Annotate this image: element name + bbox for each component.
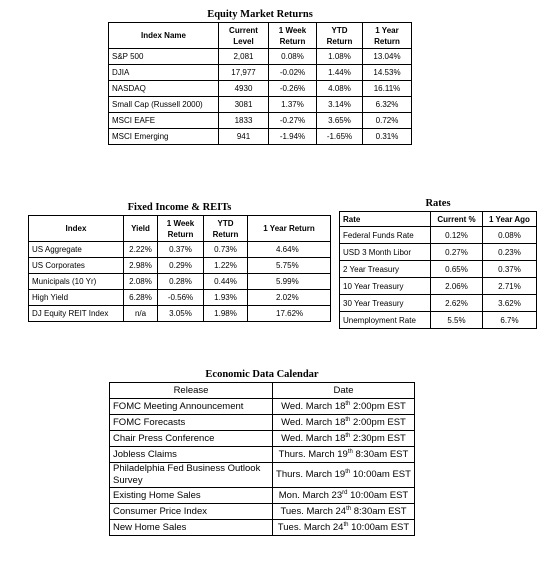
year-ago-rate-cell: 2.71% — [483, 278, 537, 295]
column-header: 1 Year Ago — [483, 212, 537, 227]
one-year-return-cell: 2.02% — [248, 290, 331, 306]
year-ago-rate-cell: 6.7% — [483, 312, 537, 329]
column-header: Yield — [124, 216, 158, 242]
index-cell: US Corporates — [29, 258, 124, 274]
table-row — [340, 312, 537, 329]
one-week-return-cell: 3.05% — [158, 306, 204, 322]
index-name-cell: Small Cap (Russell 2000) — [109, 97, 219, 113]
table-row — [110, 463, 415, 488]
column-header: 1 Year Return — [363, 23, 412, 49]
current-level-cell: 3081 — [219, 97, 269, 113]
table-row — [340, 227, 537, 244]
table-row — [29, 258, 331, 274]
table-row — [110, 447, 415, 463]
column-header: YTD Return — [317, 23, 363, 49]
table-row — [340, 295, 537, 312]
fixed-income-table — [28, 215, 331, 322]
one-week-return-cell: -0.27% — [269, 113, 317, 129]
ytd-return-cell: 1.44% — [317, 65, 363, 81]
one-year-return-cell: 16.11% — [363, 81, 412, 97]
release-cell: FOMC Forecasts — [110, 415, 273, 431]
yield-cell: 2.98% — [124, 258, 158, 274]
index-cell: Municipals (10 Yr) — [29, 274, 124, 290]
column-header: Index — [29, 216, 124, 242]
one-week-return-cell: -1.94% — [269, 129, 317, 145]
table-row — [340, 244, 537, 261]
one-year-return-cell: 0.72% — [363, 113, 412, 129]
ytd-return-cell: 1.22% — [204, 258, 248, 274]
one-year-return-cell: 0.31% — [363, 129, 412, 145]
yield-cell: 6.28% — [124, 290, 158, 306]
equity-returns-table — [108, 22, 412, 145]
index-name-cell: DJIA — [109, 65, 219, 81]
date-cell: Thurs. March 19th 10:00am EST — [273, 463, 415, 488]
one-week-return-cell: 0.29% — [158, 258, 204, 274]
equity-returns-title: Equity Market Returns — [207, 9, 313, 20]
table-row — [109, 97, 412, 113]
release-cell: New Home Sales — [110, 520, 273, 536]
current-rate-cell: 2.06% — [431, 278, 483, 295]
rate-name-cell: 10 Year Treasury — [340, 278, 431, 295]
rate-name-cell: 30 Year Treasury — [340, 295, 431, 312]
one-week-return-cell: 1.37% — [269, 97, 317, 113]
one-week-return-cell: -0.56% — [158, 290, 204, 306]
index-name-cell: S&P 500 — [109, 49, 219, 65]
rates-section — [339, 198, 537, 329]
release-cell: Consumer Price Index — [110, 504, 273, 520]
table-row — [340, 261, 537, 278]
date-cell: Mon. March 23rd 10:00am EST — [273, 488, 415, 504]
current-rate-cell: 5.5% — [431, 312, 483, 329]
yield-cell: 2.22% — [124, 242, 158, 258]
rates-table — [339, 211, 537, 329]
year-ago-rate-cell: 0.08% — [483, 227, 537, 244]
one-year-return-cell: 6.32% — [363, 97, 412, 113]
release-cell: Philadelphia Fed Business Outlook Survey — [110, 463, 273, 488]
ytd-return-cell: 1.93% — [204, 290, 248, 306]
index-name-cell: MSCI Emerging — [109, 129, 219, 145]
current-rate-cell: 0.27% — [431, 244, 483, 261]
current-rate-cell: 0.12% — [431, 227, 483, 244]
table-row — [110, 520, 415, 536]
ytd-return-cell: 3.14% — [317, 97, 363, 113]
current-rate-cell: 0.65% — [431, 261, 483, 278]
current-level-cell: 941 — [219, 129, 269, 145]
column-header: Date — [273, 383, 415, 399]
one-year-return-cell: 14.53% — [363, 65, 412, 81]
current-rate-cell: 2.62% — [431, 295, 483, 312]
one-week-return-cell: 0.08% — [269, 49, 317, 65]
economic-calendar-section — [109, 369, 415, 536]
index-cell: US Aggregate — [29, 242, 124, 258]
one-year-return-cell: 17.62% — [248, 306, 331, 322]
economic-calendar-table — [109, 382, 415, 536]
current-level-cell: 1833 — [219, 113, 269, 129]
date-cell: Wed. March 18th 2:00pm EST — [273, 415, 415, 431]
year-ago-rate-cell: 3.62% — [483, 295, 537, 312]
column-header: 1 Week Return — [269, 23, 317, 49]
rate-name-cell: USD 3 Month Libor — [340, 244, 431, 261]
column-header: Release — [110, 383, 273, 399]
ytd-return-cell: 0.44% — [204, 274, 248, 290]
year-ago-rate-cell: 0.37% — [483, 261, 537, 278]
table-row — [29, 306, 331, 322]
table-row — [109, 113, 412, 129]
index-cell: DJ Equity REIT Index — [29, 306, 124, 322]
fixed-income-title: Fixed Income & REITs — [127, 202, 232, 213]
date-cell: Tues. March 24th 10:00am EST — [273, 520, 415, 536]
table-row — [109, 129, 412, 145]
table-row — [110, 504, 415, 520]
release-cell: FOMC Meeting Announcement — [110, 399, 273, 415]
economic-calendar-title: Economic Data Calendar — [205, 369, 319, 380]
date-cell: Tues. March 24th 8:30am EST — [273, 504, 415, 520]
column-header: 1 Week Return — [158, 216, 204, 242]
column-header: Current % — [431, 212, 483, 227]
one-year-return-cell: 13.04% — [363, 49, 412, 65]
ytd-return-cell: 4.08% — [317, 81, 363, 97]
one-year-return-cell: 5.75% — [248, 258, 331, 274]
ytd-return-cell: 3.65% — [317, 113, 363, 129]
table-row — [340, 278, 537, 295]
equity-returns-section — [108, 9, 412, 145]
table-row — [29, 274, 331, 290]
ytd-return-cell: 0.73% — [204, 242, 248, 258]
one-year-return-cell: 5.99% — [248, 274, 331, 290]
table-row — [110, 488, 415, 504]
year-ago-rate-cell: 0.23% — [483, 244, 537, 261]
rates-title: Rates — [425, 198, 451, 209]
release-cell: Chair Press Conference — [110, 431, 273, 447]
date-cell: Wed. March 18th 2:30pm EST — [273, 431, 415, 447]
yield-cell: 2.08% — [124, 274, 158, 290]
column-header: 1 Year Return — [248, 216, 331, 242]
table-row — [109, 65, 412, 81]
table-row — [110, 431, 415, 447]
date-cell: Thurs. March 19th 8:30am EST — [273, 447, 415, 463]
index-name-cell: MSCI EAFE — [109, 113, 219, 129]
ytd-return-cell: -1.65% — [317, 129, 363, 145]
column-header: Rate — [340, 212, 431, 227]
table-row — [29, 290, 331, 306]
table-row — [29, 242, 331, 258]
current-level-cell: 4930 — [219, 81, 269, 97]
table-row — [110, 399, 415, 415]
one-week-return-cell: 0.37% — [158, 242, 204, 258]
column-header: Current Level — [219, 23, 269, 49]
index-name-cell: NASDAQ — [109, 81, 219, 97]
column-header: YTD Return — [204, 216, 248, 242]
table-row — [110, 415, 415, 431]
rate-name-cell: Unemployment Rate — [340, 312, 431, 329]
one-week-return-cell: -0.02% — [269, 65, 317, 81]
current-level-cell: 17,977 — [219, 65, 269, 81]
current-level-cell: 2,081 — [219, 49, 269, 65]
one-year-return-cell: 4.64% — [248, 242, 331, 258]
rate-name-cell: Federal Funds Rate — [340, 227, 431, 244]
rate-name-cell: 2 Year Treasury — [340, 261, 431, 278]
release-cell: Jobless Claims — [110, 447, 273, 463]
table-row — [109, 49, 412, 65]
one-week-return-cell: -0.26% — [269, 81, 317, 97]
table-row — [109, 81, 412, 97]
ytd-return-cell: 1.08% — [317, 49, 363, 65]
fixed-income-section — [28, 202, 331, 322]
ytd-return-cell: 1.98% — [204, 306, 248, 322]
column-header: Index Name — [109, 23, 219, 49]
one-week-return-cell: 0.28% — [158, 274, 204, 290]
release-cell: Existing Home Sales — [110, 488, 273, 504]
date-cell: Wed. March 18th 2:00pm EST — [273, 399, 415, 415]
yield-cell: n/a — [124, 306, 158, 322]
index-cell: High Yield — [29, 290, 124, 306]
